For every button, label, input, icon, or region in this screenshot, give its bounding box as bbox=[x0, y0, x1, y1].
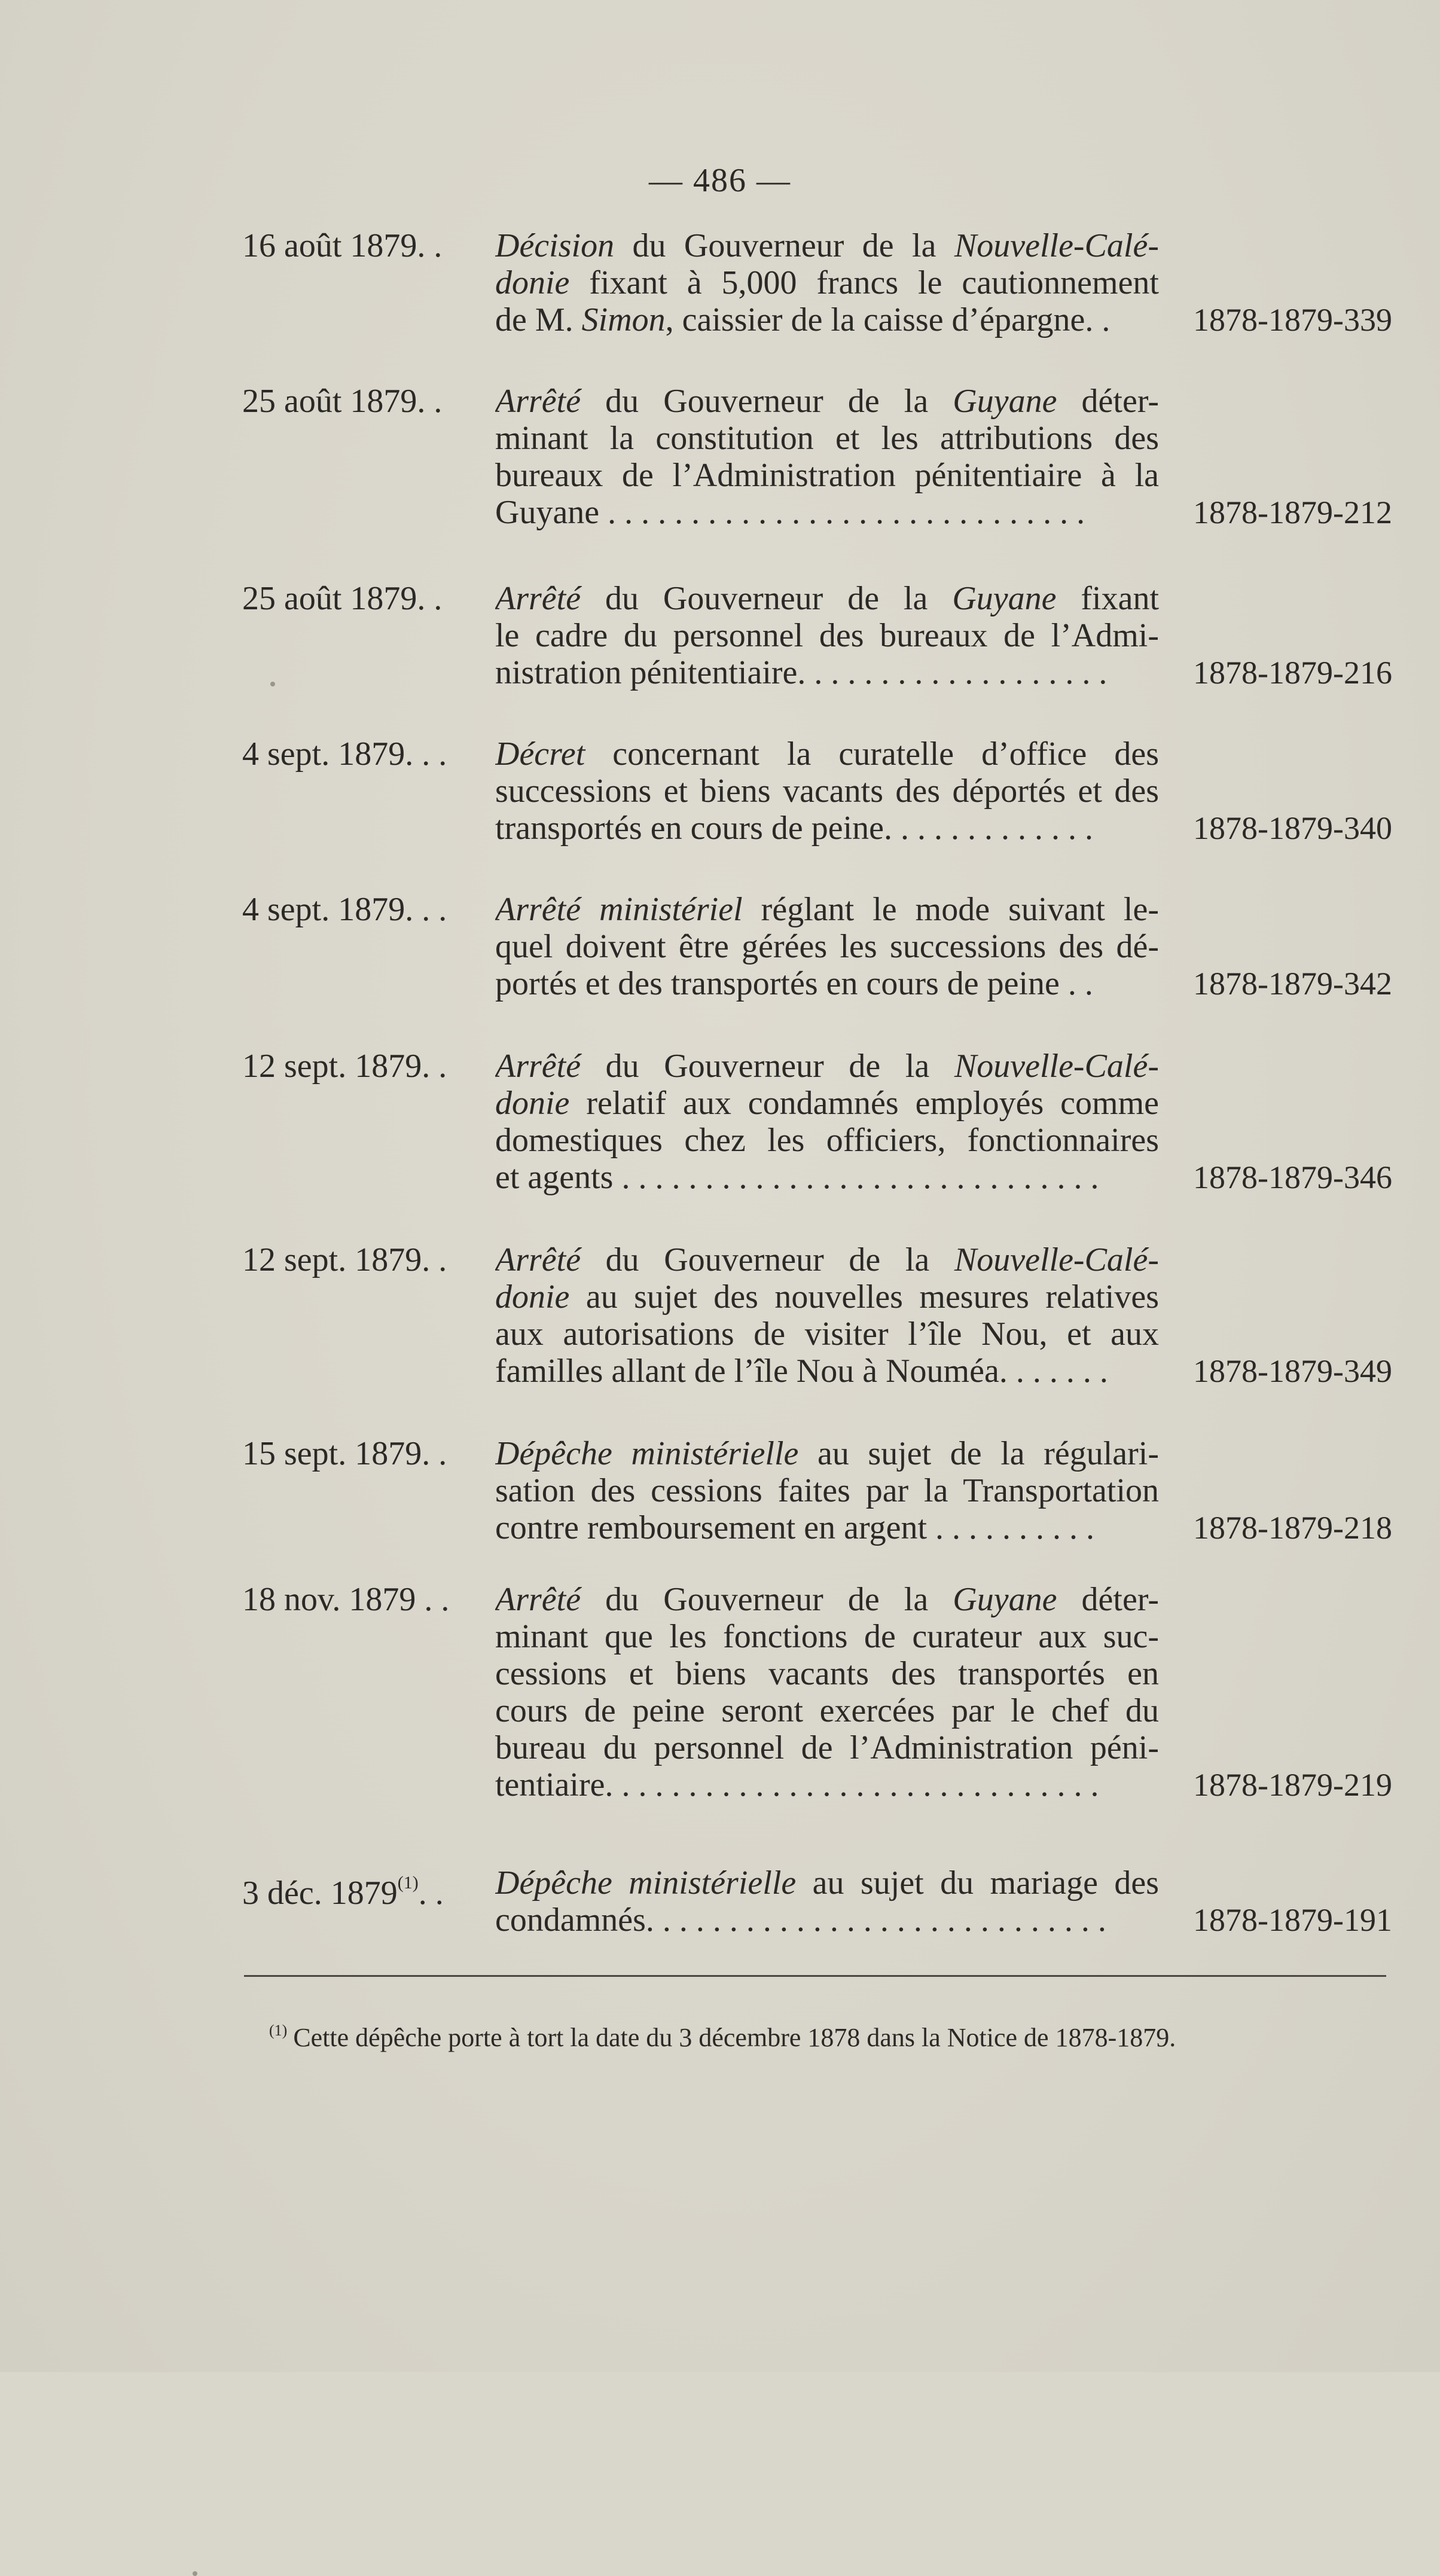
entry-date bbox=[242, 1581, 449, 1618]
description-line: nistration pénitentiaire. . . . . . . . . . . . . . . . . . . bbox=[495, 654, 1108, 691]
entry-date bbox=[242, 1864, 444, 1912]
entry bbox=[0, 383, 1440, 531]
description-line: aux autorisations de visiter l’île Nou, et aux bbox=[495, 1316, 1159, 1353]
description-line: de M. Simon, caissier de la caisse d’épargne. . bbox=[495, 301, 1110, 338]
entry-date bbox=[242, 383, 442, 420]
entry-date-text: 12 sept. 1879. . bbox=[242, 1241, 447, 1278]
entry bbox=[0, 735, 1440, 847]
entry-date bbox=[242, 891, 447, 928]
description-line: Arrêté ministériel réglant le mode suivant le- bbox=[495, 891, 1159, 928]
entry-date-text: 18 nov. 1879 . . bbox=[242, 1581, 450, 1618]
entry bbox=[0, 1581, 1440, 1803]
description-line: Arrêté du Gouverneur de la Guyane déter- bbox=[495, 1581, 1159, 1618]
entry-date-text: 12 sept. 1879. . bbox=[242, 1048, 447, 1085]
description-line: familles allant de l’île Nou à Nouméa. . . . . . . bbox=[495, 1353, 1108, 1390]
description-line: donie au sujet des nouvelles mesures relatives bbox=[495, 1278, 1159, 1316]
description-line: et agents . . . . . . . . . . . . . . . . . . . . . . . . . . . . . bbox=[495, 1159, 1099, 1196]
footnote-rule bbox=[244, 1975, 1386, 1977]
entry-date-suffix: . . bbox=[418, 1875, 444, 1912]
entry-reference: 1878-1879-342 bbox=[1193, 966, 1392, 1002]
description-line: Décret concernant la curatelle d’office des bbox=[495, 735, 1159, 773]
entry-reference: 1878-1879-339 bbox=[1193, 302, 1392, 338]
entry-date bbox=[242, 580, 442, 617]
entry-date bbox=[242, 227, 442, 264]
description-line: donie fixant à 5,000 francs le cautionnement bbox=[495, 264, 1159, 301]
description-line: Décision du Gouverneur de la Nouvelle-Calé- bbox=[495, 227, 1159, 264]
entry-date-text: 4 sept. 1879. . . bbox=[242, 891, 447, 928]
entry-date-text: 3 déc. 1879 bbox=[242, 1875, 398, 1912]
entry-description bbox=[495, 1864, 1159, 1939]
description-line: bureaux de l’Administration pénitentiaire à la bbox=[495, 457, 1159, 494]
page-number: — 486 — bbox=[649, 162, 791, 199]
entry-description bbox=[495, 891, 1159, 1002]
description-line: Arrêté du Gouverneur de la Guyane déter- bbox=[495, 383, 1159, 420]
entry-reference: 1878-1879-219 bbox=[1193, 1767, 1392, 1803]
entry-date bbox=[242, 1435, 447, 1472]
description-line: minant que les fonctions de curateur aux suc- bbox=[495, 1618, 1159, 1655]
description-line: portés et des transportés en cours de peine . . bbox=[495, 965, 1093, 1002]
entry-date-text: 25 août 1879. . bbox=[242, 383, 443, 420]
entry-date bbox=[242, 1048, 447, 1085]
description-line: minant la constitution et les attributions des bbox=[495, 420, 1159, 457]
footnote bbox=[269, 2015, 1176, 2053]
description-line: Dépêche ministérielle au sujet du mariage des bbox=[495, 1864, 1159, 1902]
description-line: sation des cessions faites par la Transportation bbox=[495, 1472, 1159, 1509]
entry-description bbox=[495, 580, 1159, 691]
entry-reference: 1878-1879-349 bbox=[1193, 1353, 1392, 1389]
entry-reference: 1878-1879-212 bbox=[1193, 495, 1392, 530]
description-line: tentiaire. . . . . . . . . . . . . . . . . . . . . . . . . . . . . . bbox=[495, 1766, 1099, 1803]
description-line: successions et biens vacants des déportés et des bbox=[495, 773, 1159, 810]
entry-description bbox=[495, 1581, 1159, 1803]
footnote-reference: (1) bbox=[397, 1873, 419, 1893]
entry bbox=[0, 891, 1440, 1002]
entry-date-text: 25 août 1879. . bbox=[242, 580, 443, 617]
footnote-marker: (1) bbox=[269, 2022, 288, 2039]
entry bbox=[0, 227, 1440, 338]
entry-reference: 1878-1879-216 bbox=[1193, 655, 1392, 691]
entry-description bbox=[495, 1241, 1159, 1390]
entry bbox=[0, 580, 1440, 691]
paper-speck bbox=[193, 2571, 197, 2576]
entry-reference: 1878-1879-218 bbox=[1193, 1510, 1392, 1546]
entry bbox=[0, 1435, 1440, 1546]
footnote-text: Cette dépêche porte à tort la date du 3 décembre 1878 dans la Notice de 1878-1879. bbox=[293, 2023, 1176, 2052]
entry-reference: 1878-1879-346 bbox=[1193, 1159, 1392, 1195]
entry-description bbox=[495, 1048, 1159, 1196]
entry-date-text: 16 août 1879. . bbox=[242, 227, 443, 264]
description-line: cours de peine seront exercées par le chef du bbox=[495, 1692, 1159, 1729]
description-line: quel doivent être gérées les successions des dé- bbox=[495, 928, 1159, 965]
entry-description bbox=[495, 735, 1159, 847]
entry-description bbox=[495, 227, 1159, 338]
entry bbox=[0, 1048, 1440, 1196]
description-line: bureau du personnel de l’Administration péni- bbox=[495, 1729, 1159, 1766]
entry-date bbox=[242, 735, 447, 773]
entry bbox=[0, 1241, 1440, 1390]
entry-date-text: 15 sept. 1879. . bbox=[242, 1435, 447, 1472]
description-line: Arrêté du Gouverneur de la Nouvelle-Calé- bbox=[495, 1048, 1159, 1085]
entry-reference: 1878-1879-340 bbox=[1193, 810, 1392, 846]
entry-description bbox=[495, 1435, 1159, 1546]
description-line: Dépêche ministérielle au sujet de la régulari- bbox=[495, 1435, 1159, 1472]
description-line: Guyane . . . . . . . . . . . . . . . . . . . . . . . . . . . . . bbox=[495, 494, 1085, 531]
entry-date-text: 4 sept. 1879. . . bbox=[242, 735, 447, 773]
description-line: domestiques chez les officiers, fonctionnaires bbox=[495, 1122, 1159, 1159]
description-line: contre remboursement en argent . . . . . . . . . . bbox=[495, 1509, 1095, 1546]
description-line: le cadre du personnel des bureaux de l’Admi- bbox=[495, 617, 1159, 654]
description-line: condamnés. . . . . . . . . . . . . . . . . . . . . . . . . . . . bbox=[495, 1902, 1106, 1939]
entry-date bbox=[242, 1241, 447, 1278]
description-line: Arrêté du Gouverneur de la Nouvelle-Calé- bbox=[495, 1241, 1159, 1278]
description-line: transportés en cours de peine. . . . . . . . . . . . . bbox=[495, 810, 1093, 847]
entry bbox=[0, 1864, 1440, 1939]
paper-speck bbox=[270, 682, 275, 686]
entry-reference: 1878-1879-191 bbox=[1193, 1902, 1392, 1938]
description-line: Arrêté du Gouverneur de la Guyane fixant bbox=[495, 580, 1159, 617]
description-line: donie relatif aux condamnés employés comme bbox=[495, 1085, 1159, 1122]
entry-description bbox=[495, 383, 1159, 531]
description-line: cessions et biens vacants des transportés en bbox=[495, 1655, 1159, 1692]
